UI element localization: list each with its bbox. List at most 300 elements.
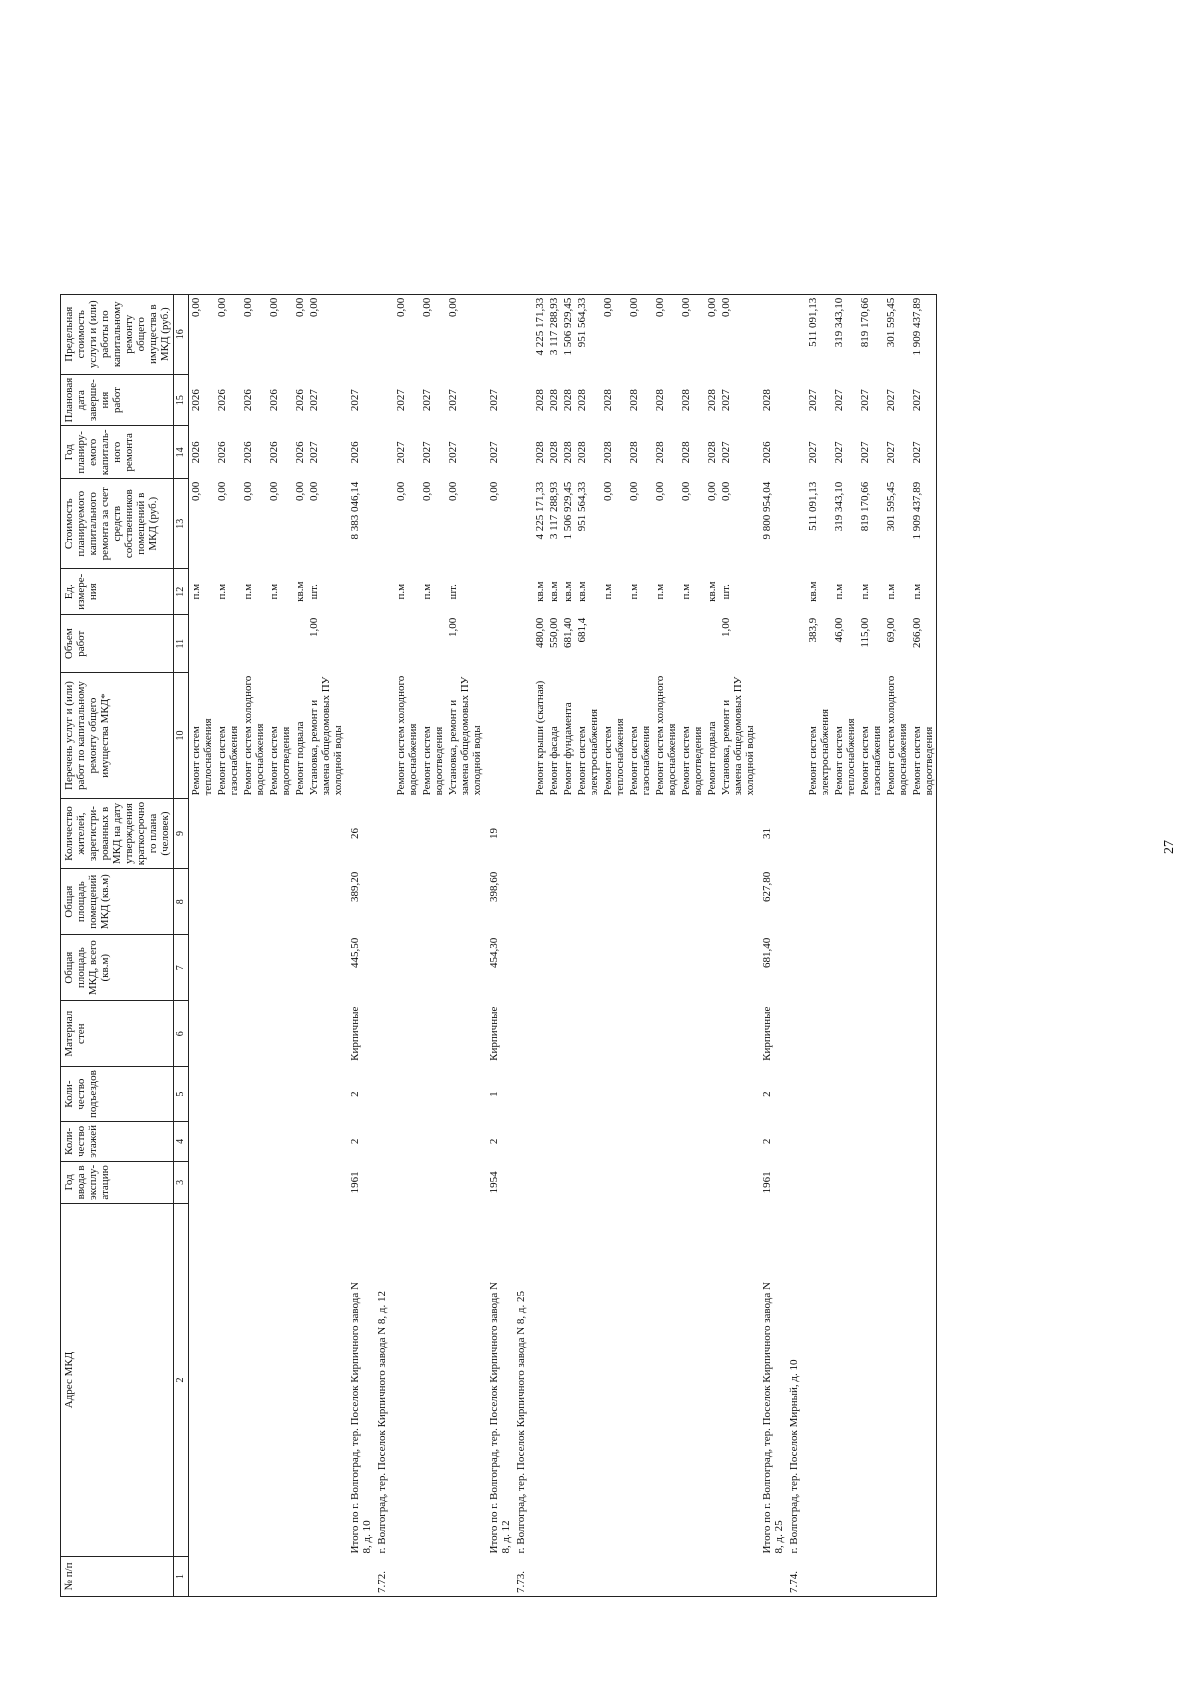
work-name-line: водоснабжения [897,723,909,796]
empty-cell [215,935,241,1001]
empty-cell [189,869,216,935]
work-cost: 0,00 [602,481,614,501]
empty-cell [561,1557,575,1597]
empty-cell [513,569,533,615]
address-row [786,294,806,1596]
empty-cell [293,1557,307,1597]
empty-cell [832,1001,858,1067]
work-cost: 0,00 [294,481,306,501]
work-volume [241,615,267,673]
empty-cell [241,1122,267,1162]
empty-cell [374,935,394,1001]
work-volume: 1,00 [720,617,732,637]
total-end-date: 2027 [349,389,361,412]
work-row [561,294,575,1596]
empty-cell [705,1001,719,1067]
work-row [627,294,653,1596]
work-year: 2027 [308,441,320,464]
work-name [884,673,910,799]
empty-cell [679,935,705,1001]
work-cost: 0,00 [680,481,692,501]
empty-cell [394,1161,420,1203]
empty-cell [719,1204,757,1557]
total-year: 2026 [349,441,361,464]
work-name-line: Ремонт систем [216,726,228,796]
empty-cell [215,1001,241,1067]
empty-cell [394,798,420,868]
empty-cell [910,798,937,868]
empty-cell [884,1557,910,1597]
work-end-date: 2028 [562,389,574,412]
empty-cell [533,1122,547,1162]
empty-cell [293,798,307,868]
empty-cell [705,1122,719,1162]
empty-cell [374,615,394,673]
empty-cell [446,935,484,1001]
empty-cell [446,1001,484,1067]
work-cost: 0,00 [189,479,216,569]
work-max-cost: 1 909 437,89 [910,294,937,374]
work-unit: кв.м [294,581,306,602]
work-unit: п.м [216,583,228,600]
empty-cell [374,294,394,374]
work-name-line: Ремонт систем [190,726,202,796]
work-max-cost: 319 343,10 [832,294,858,374]
work-name [806,673,832,799]
work-name-line: теплоснабжения [845,718,857,796]
work-name [267,673,293,799]
empty-cell [241,1067,267,1122]
work-row [547,294,561,1596]
work-name [420,673,446,799]
empty-cell [215,869,241,935]
work-row [533,294,547,1596]
work-year: 2028 [548,441,560,464]
header-unit: Ед. измере-ния [61,569,174,615]
total-area: 454,30 [488,937,500,968]
empty-cell [601,1122,627,1162]
empty-cell [601,1161,627,1203]
work-end-date: 2026 [242,389,254,412]
empty-cell [806,798,832,868]
work-name [679,673,705,799]
work-unit: кв.м [562,581,574,602]
empty-cell [705,1161,719,1203]
work-name-line: Ремонт систем холодного [242,675,254,796]
work-name-line: Ремонт систем [576,726,588,796]
work-year: 2027 [885,441,897,464]
work-unit: п.м [421,583,433,600]
col-index: 11 [174,615,189,673]
empty-cell [705,1204,719,1557]
empty-cell [189,1067,216,1122]
work-unit: п.м [680,583,692,600]
header-wall-material: Материал стен [61,1001,174,1067]
work-end-date: 2027 [885,389,897,412]
work-row [884,294,910,1596]
empty-cell [446,1161,484,1203]
empty-cell [627,1204,653,1557]
work-cost: 511 091,13 [807,481,819,531]
empty-cell [307,1161,345,1203]
work-row [806,294,832,1596]
empty-cell [561,869,575,935]
header-max-cost: Предельная стоимость услуги и (или) работы по капитальному ремонту общего имущества в МКД (руб.) [61,294,174,374]
rooms-area: 398,60 [488,871,500,902]
work-end-date: 2028 [628,389,640,412]
rooms-area: 627,80 [761,871,773,902]
empty-cell [293,1204,307,1557]
col-index: 10 [174,673,189,799]
address-row [374,294,394,1596]
empty-cell [533,798,547,868]
work-max-cost: 0,00 [627,294,653,374]
empty-cell [653,1067,679,1122]
work-name [910,673,937,799]
entrances: 2 [761,1091,773,1097]
work-volume [215,615,241,673]
floors: 2 [761,1138,773,1145]
empty-cell [241,935,267,1001]
empty-cell [679,1204,705,1557]
empty-cell [627,935,653,1001]
work-name-line: электроснабжения [588,708,600,796]
work-end-date: 2027 [910,374,937,426]
work-max-cost: 0,00 [293,294,307,374]
work-unit: п.м [268,583,280,600]
work-cost: 301 595,45 [885,481,897,532]
year-built: 1954 [488,1171,500,1194]
empty-cell [786,479,806,569]
empty-cell [293,869,307,935]
empty-cell [533,1557,547,1597]
header-volume: Объем работ [61,615,174,673]
empty-cell [858,1122,884,1162]
work-name-line: Ремонт подвала [294,721,306,796]
empty-cell [806,1557,832,1597]
work-name-line: Установка, ремонт и [308,699,320,796]
empty-cell [575,935,601,1001]
work-end-date: 2027 [833,389,845,412]
header-floors: Коли-чество этажей [61,1122,174,1162]
work-row [420,294,446,1596]
empty-cell [575,1001,601,1067]
empty-cell [547,869,561,935]
empty-cell [884,1067,910,1122]
work-name-line: холодной воды [332,725,344,796]
work-unit: п.м [654,583,666,600]
empty-cell [575,1122,601,1162]
work-name-line: теплоснабжения [202,718,214,796]
empty-cell [547,1122,561,1162]
header-works: Перечень услуг и (или) работ по капитальному ремонту общего имущества МКД* [61,673,174,799]
address: г. Волгоград, тер. Поселок Кирпичного завода N 8, д. 25 [515,1290,527,1554]
header-rooms-area: Общая площадь помещений МКД (кв.м) [61,869,174,935]
work-row [394,294,420,1596]
work-name-line: замена общедомовых ПУ [732,676,744,796]
empty-cell [757,1557,786,1597]
work-max-cost: 819 170,66 [858,294,884,374]
empty-cell [786,1067,806,1122]
total-label [757,1204,786,1557]
empty-cell [189,1204,216,1557]
work-name-line: Ремонт систем [807,726,819,796]
empty-cell [719,1001,757,1067]
empty-cell [575,1557,601,1597]
col-index: 7 [174,935,189,1001]
capital-repair-table [60,294,937,1597]
total-label-line: 8, д. 25 [773,1520,785,1554]
work-unit: п.м [242,583,254,600]
empty-cell [786,869,806,935]
col-index: 6 [174,1001,189,1067]
work-year: 2026 [268,441,280,464]
work-row [705,294,719,1596]
work-volume [420,615,446,673]
total-row [345,294,374,1596]
work-name [533,673,547,799]
work-volume: 681,40 [562,617,574,648]
empty-cell [561,1122,575,1162]
empty-cell [858,869,884,935]
work-end-date: 2027 [720,389,732,412]
empty-cell [575,1204,601,1557]
empty-cell [215,1557,241,1597]
work-row [446,294,484,1596]
empty-cell [786,673,806,799]
work-max-cost: 951 564,33 [575,294,601,374]
total-cost: 9 800 954,04 [761,481,773,540]
col-index: 1 [174,1557,189,1597]
empty-cell [513,615,533,673]
header-entrances: Коли-чество подъездов [61,1067,174,1122]
work-name [547,673,561,799]
empty-cell [547,1161,561,1203]
work-volume [293,615,307,673]
work-row [189,294,216,1596]
empty-cell [533,1067,547,1122]
entrances: 1 [488,1091,500,1097]
work-max-cost: 301 595,45 [884,294,910,374]
empty-cell [653,1204,679,1557]
empty-cell [374,374,394,426]
work-end-date: 2026 [189,374,216,426]
work-cost: 0,00 [706,481,718,501]
empty-cell [679,1067,705,1122]
work-volume: 1,00 [308,617,320,637]
work-unit: п.м [189,569,216,615]
work-unit: п.м [910,569,937,615]
empty-cell [653,1557,679,1597]
empty-cell [420,1001,446,1067]
empty-cell [420,869,446,935]
empty-cell [241,1204,267,1557]
work-year: 2027 [833,441,845,464]
work-cost: 0,00 [308,481,320,501]
work-name [705,673,719,799]
empty-cell [374,1161,394,1203]
empty-cell [307,798,345,868]
empty-cell [705,935,719,1001]
work-max-cost: 1 506 929,45 [561,294,575,374]
empty-cell [679,798,705,868]
work-cost: 951 564,33 [576,481,588,532]
empty-cell [345,294,374,374]
empty-cell [786,1161,806,1203]
work-volume [653,615,679,673]
total-end-date: 2027 [488,389,500,412]
work-year: 2028 [562,441,574,464]
empty-cell [910,869,937,935]
empty-cell [858,1161,884,1203]
empty-cell [513,1001,533,1067]
empty-cell [627,1001,653,1067]
empty-cell [267,1204,293,1557]
wall-material: Кирпичные [761,1006,773,1061]
year-built: 1961 [349,1171,361,1194]
work-year: 2028 [680,441,692,464]
empty-cell [601,1001,627,1067]
work-year: 2028 [628,441,640,464]
floors: 2 [488,1138,500,1145]
empty-cell [394,1204,420,1557]
work-volume [267,615,293,673]
empty-cell [786,569,806,615]
work-end-date: 2028 [654,389,666,412]
empty-cell [786,935,806,1001]
empty-cell [601,1204,627,1557]
empty-cell [513,673,533,799]
empty-cell [786,615,806,673]
work-max-cost: 0,00 [705,294,719,374]
col-index: 16 [174,294,189,374]
empty-cell [307,1557,345,1597]
work-name-line: водоснабжения [407,723,419,796]
empty-cell [513,374,533,426]
work-year: 2027 [910,426,937,479]
empty-cell [832,869,858,935]
header-residents: Количество жителей, зарегистри-рованных в МКД на дату утверждения краткосрочно го плана (человек) [61,798,174,868]
header-address: Адрес МКД [61,1204,174,1557]
empty-cell [719,1067,757,1122]
empty-cell [446,1204,484,1557]
work-unit: п.м [859,583,871,600]
empty-cell [374,673,394,799]
header-cost: Стоимость планируемого капитального ремонта за счет средств собственников помещений в МКД (руб.) [61,479,174,569]
empty-cell [601,869,627,935]
total-year: 2026 [761,441,773,464]
header-row [61,294,174,1596]
empty-cell [858,1067,884,1122]
work-end-date: 2028 [680,389,692,412]
empty-cell [215,1067,241,1122]
empty-cell [241,798,267,868]
empty-cell [267,798,293,868]
empty-cell [884,1204,910,1557]
empty-cell [705,869,719,935]
empty-cell [627,1122,653,1162]
work-end-date: 2028 [576,389,588,412]
work-year: 2026 [216,441,228,464]
empty-cell [858,1204,884,1557]
empty-cell [241,1557,267,1597]
work-end-date: 2027 [395,389,407,412]
work-year: 2028 [576,441,588,464]
work-volume: 383,9 [807,617,819,643]
empty-cell [627,869,653,935]
empty-cell [757,673,786,799]
empty-cell [719,1557,757,1597]
total-label [484,1204,513,1557]
work-name-line: водоснабжения [666,723,678,796]
empty-cell [513,1122,533,1162]
empty-cell [653,798,679,868]
work-end-date: 2027 [807,389,819,412]
empty-cell [653,1122,679,1162]
empty-cell [307,1204,345,1557]
total-area: 445,50 [349,937,361,968]
work-name-line: Ремонт систем холодного [654,675,666,796]
work-name-line: Ремонт систем холодного [395,675,407,796]
work-cost: 819 170,66 [859,481,871,532]
empty-cell [293,1161,307,1203]
work-year: 2027 [447,441,459,464]
empty-cell [267,1067,293,1122]
total-row [757,294,786,1596]
column-index-row [174,294,189,1596]
empty-cell [374,426,394,479]
empty-cell [910,1161,937,1203]
header-year-built: Год ввода в эксплу-атацию [61,1161,174,1203]
work-year: 2026 [189,426,216,479]
empty-cell [832,1557,858,1597]
empty-cell [910,1122,937,1162]
work-name-line: Ремонт фасада [548,726,560,796]
work-cost: 0,00 [720,481,732,501]
work-max-cost: 0,00 [719,294,757,374]
work-end-date: 2028 [706,389,718,412]
empty-cell [189,1161,216,1203]
work-max-cost: 0,00 [307,294,345,374]
work-year: 2027 [421,441,433,464]
empty-cell [575,1161,601,1203]
col-index: 15 [174,374,189,426]
empty-cell [189,798,216,868]
empty-cell [679,1122,705,1162]
empty-cell [832,1161,858,1203]
work-unit: п.м [395,583,407,600]
work-name-line: Ремонт систем [911,726,923,796]
work-name-line: Ремонт фундамента [562,702,574,796]
empty-cell [858,1001,884,1067]
work-end-date: 2026 [294,389,306,412]
work-max-cost: 0,00 [189,294,216,374]
empty-cell [293,1122,307,1162]
empty-cell [484,1557,513,1597]
row-number: 7.73. [513,1557,533,1597]
empty-cell [575,798,601,868]
col-index: 2 [174,1204,189,1557]
work-name [215,673,241,799]
header-num: № п/п [61,1557,174,1597]
empty-cell [307,1067,345,1122]
work-row [719,294,757,1596]
empty-cell [705,1067,719,1122]
empty-cell [627,798,653,868]
empty-cell [307,1001,345,1067]
work-volume: 480,00 [534,617,546,648]
work-unit: кв.м [534,581,546,602]
